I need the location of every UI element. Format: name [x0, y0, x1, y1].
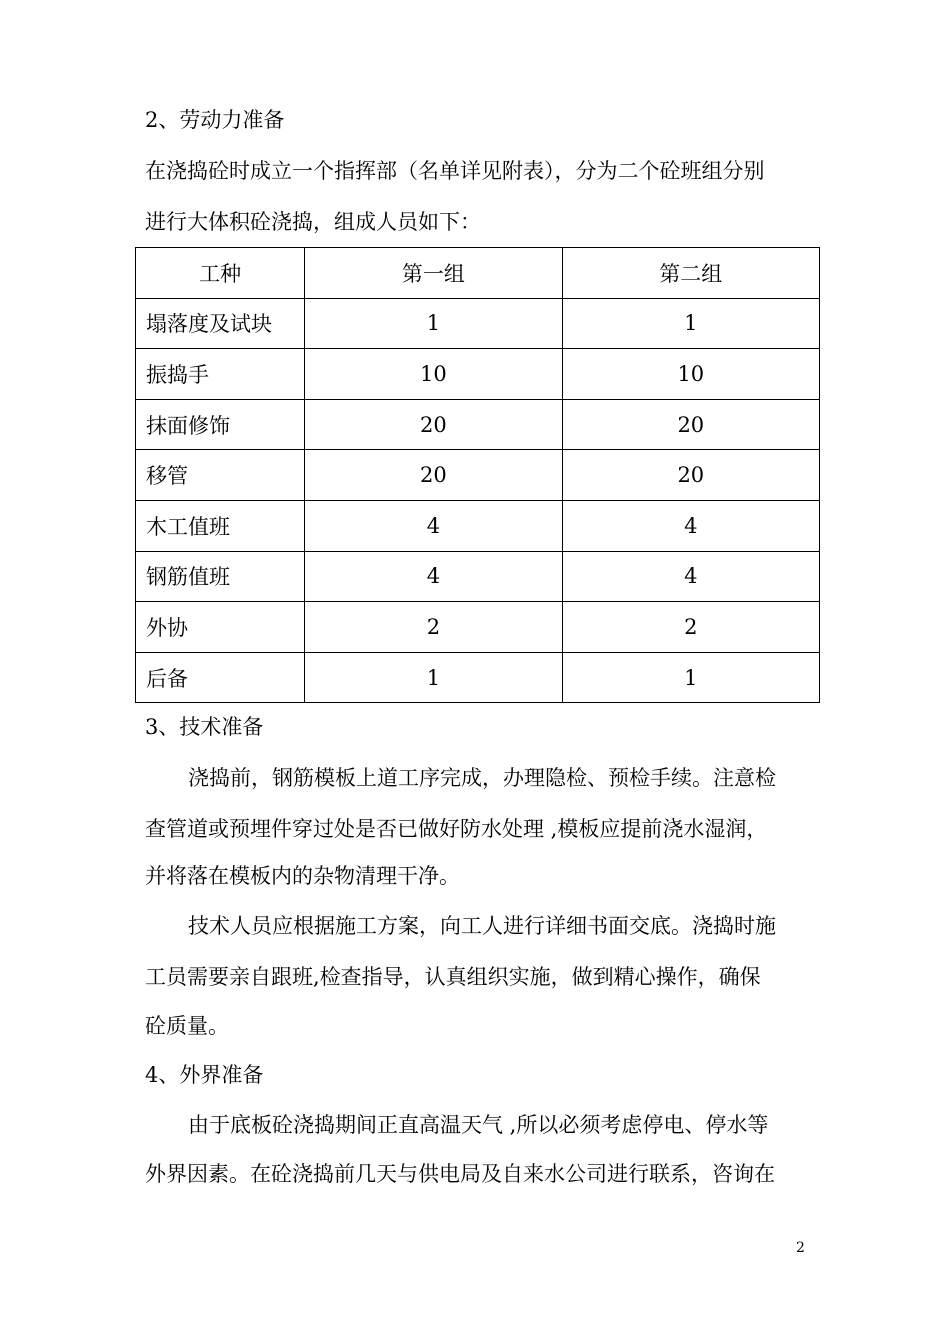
table-cell-group1: 1: [305, 298, 562, 349]
external-paragraph-line-2: 外界因素。在砼浇捣前几天与供电局及自来水公司进行联系，咨询在: [145, 1162, 775, 1186]
table-row: [136, 500, 820, 551]
table-cell-group2: 20: [562, 399, 819, 450]
table-header-row: [136, 248, 820, 299]
tech-paragraph-2-line-2: 工员需要亲自跟班,检查指导，认真组织实施，做到精心操作，确保: [145, 965, 761, 989]
table-cell-group2: 4: [562, 551, 819, 602]
external-heading: 4、外界准备: [145, 1063, 264, 1087]
table-row: [136, 551, 820, 602]
labor-intro-line-2: 进行大体积砼浇捣，组成人员如下：: [145, 210, 481, 234]
tech-paragraph-2-line-1: 技术人员应根据施工方案，向工人进行详细书面交底。浇捣时施: [188, 914, 776, 938]
table-cell-type: 塌落度及试块: [136, 298, 305, 349]
table-cell-group2: 10: [562, 349, 819, 400]
table-cell-type: 外协: [136, 602, 305, 653]
table-cell-type: 后备: [136, 652, 305, 703]
tech-heading: 3、技术准备: [145, 715, 264, 739]
table-cell-group1: 10: [305, 349, 562, 400]
table-row: [136, 399, 820, 450]
tech-paragraph-2-line-3: 砼质量。: [145, 1014, 229, 1038]
table-cell-type: 移管: [136, 450, 305, 501]
table-row: [136, 602, 820, 653]
tech-paragraph-1-line-3: 并将落在模板内的杂物清理干净。: [145, 864, 460, 888]
table-row: [136, 298, 820, 349]
table-cell-group2: 2: [562, 602, 819, 653]
table-cell-group1: 4: [305, 500, 562, 551]
table-cell-group1: 20: [305, 399, 562, 450]
tech-paragraph-1-line-1: 浇捣前，钢筋模板上道工序完成，办理隐检、预检手续。注意检: [188, 766, 776, 790]
table-cell-type: 钢筋值班: [136, 551, 305, 602]
table-cell-group2: 20: [562, 450, 819, 501]
labor-table: [135, 247, 820, 703]
table-row: [136, 349, 820, 400]
table-header-cell: 第一组: [305, 248, 562, 299]
table-cell-group1: 20: [305, 450, 562, 501]
labor-intro-line-1: 在浇捣砼时成立一个指挥部（名单详见附表），分为二个砼班组分别: [145, 159, 765, 183]
page-number: 2: [796, 1240, 805, 1256]
table-row: [136, 450, 820, 501]
table-header-cell: 工种: [136, 248, 305, 299]
table-cell-group1: 1: [305, 652, 562, 703]
external-paragraph-line-1: 由于底板砼浇捣期间正直高温天气 ,所以必须考虑停电、停水等: [188, 1113, 769, 1137]
tech-paragraph-1-line-2: 查管道或预埋件穿过处是否已做好防水处理 ,模板应提前浇水湿润，: [145, 817, 768, 841]
table-row: [136, 652, 820, 703]
labor-heading: 2、劳动力准备: [145, 108, 285, 132]
table-cell-group2: 1: [562, 652, 819, 703]
table-cell-group2: 1: [562, 298, 819, 349]
table-cell-group2: 4: [562, 500, 819, 551]
table-cell-group1: 2: [305, 602, 562, 653]
table-cell-type: 振捣手: [136, 349, 305, 400]
table-cell-group1: 4: [305, 551, 562, 602]
table-header-cell: 第二组: [562, 248, 819, 299]
table-cell-type: 抹面修饰: [136, 399, 305, 450]
table-cell-type: 木工值班: [136, 500, 305, 551]
